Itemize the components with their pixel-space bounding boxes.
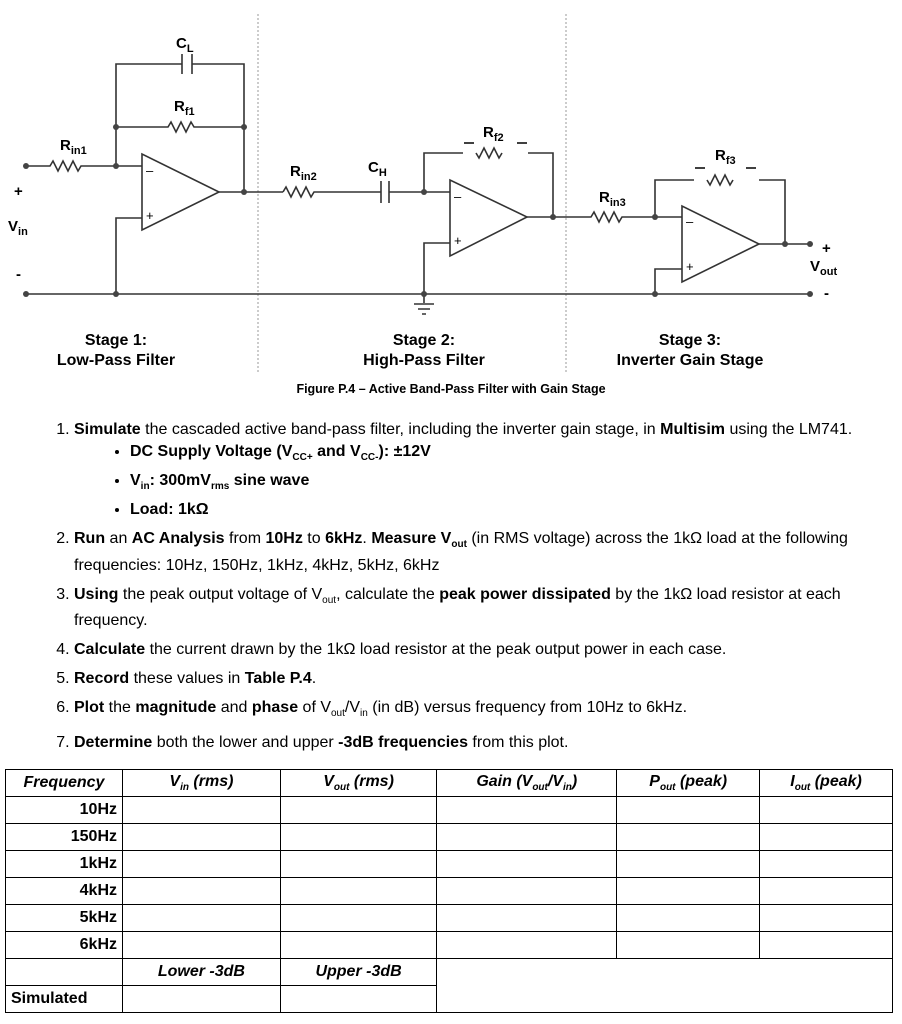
instruction-6: 6. Plot the magnitude and phase of $V_{out}/V_{in}$ (in dB) versus frequency from 10Hz to 6kHz. [74,698,902,724]
vin-cell[interactable] [123,824,281,851]
band-pass-filter-schematic [0,0,902,380]
vout-plus: + [822,240,831,257]
label-rin3: $R_{in3}$ [599,189,626,209]
vin-setting: • $V_{in}$: $300mV_{rms}$ sine wave [130,471,902,497]
wire [655,244,810,294]
vout-cell[interactable] [280,905,436,932]
ground-icon [414,243,450,314]
gain-cell[interactable] [437,878,617,905]
header-pout: $P_{out}$ (peak) [617,770,760,797]
frequency-cell: 4kHz [6,878,123,905]
vin-cell[interactable] [123,797,281,824]
vin-cell[interactable] [123,905,281,932]
rf3-resistor [655,175,785,244]
dash-marks [464,143,756,168]
rf1-resistor [116,122,244,132]
pout-cell[interactable] [617,797,760,824]
rin1-resistor [26,161,142,171]
instruction-1: 1. Simulate the cascaded active band-pass filter, including the inverter gain stage, in Multisim using the LM741. • DC Supply Voltage ($V_{CC+}$ and $V_{CC-}$): ±12V • $V_{in}$: $300mV_{rms}$ sine wave • Load: 1kΩ [74,420,902,520]
table-row [6,932,893,959]
label-rf2: $R_{f2}$ [483,124,504,144]
stage-2-name: High-Pass Filter [363,352,485,369]
stage-3-title: Stage 3: [658,332,722,349]
vin-cell[interactable] [123,851,281,878]
lower-3db-cell[interactable] [123,986,281,1013]
table-row [6,905,893,932]
header-iout: $I_{out}$ (peak) [760,770,893,797]
frequency-cell: 10Hz [6,797,123,824]
frequency-cell: 5kHz [6,905,123,932]
table-row-3db-labels [6,959,893,986]
stage-2-title: Stage 2: [392,332,456,349]
table-row [6,824,893,851]
table-header [6,770,893,797]
header-gain: Gain $(V_{out}/V_{in})$ [437,770,617,797]
opamp-pins [146,163,694,274]
lower-3db-label: Lower -3dB [123,959,281,986]
stage-1-name: Low-Pass Filter [56,352,176,369]
instruction-2: 2. Run an AC Analysis from 10Hz to 6kHz. Measure $V_{out}$ (in RMS voltage) across the 1kΩ load at the following frequencies: 10Hz, 150Hz, 1kHz, 4kHz, 5kHz, 6kHz [74,529,902,575]
iout-cell[interactable] [760,932,893,959]
label-rin2: $R_{in2}$ [290,163,317,183]
iout-cell[interactable] [760,905,893,932]
instruction-7: 7. Determine both the lower and upper -3dB frequencies from this plot. [74,733,902,753]
frequency-cell: 150Hz [6,824,123,851]
instruction-5: 5. Record these values in Table P.4. [74,669,902,689]
label-rin1: $R_{in1}$ [60,137,87,157]
label-rf3: $R_{f3}$ [715,147,736,167]
vout-cell[interactable] [280,824,436,851]
header-vin: $V_{in}$ (rms) [123,770,281,797]
vout-cell[interactable] [280,797,436,824]
simulated-label: Simulated [6,986,123,1013]
vin-cell[interactable] [123,878,281,905]
header-vout: $V_{out}$ (rms) [280,770,436,797]
gain-cell[interactable] [437,824,617,851]
empty-cell [6,959,123,986]
iout-cell[interactable] [760,851,893,878]
table-row [6,797,893,824]
iout-cell[interactable] [760,797,893,824]
simulation-settings [74,442,902,520]
vout-cell[interactable] [280,932,436,959]
load-setting: • Load: 1kΩ [130,500,902,520]
svg-text:–: – [686,214,694,229]
gain-cell[interactable] [437,932,617,959]
vin-minus: - [16,266,21,283]
upper-3db-label: Upper -3dB [280,959,436,986]
upper-3db-cell[interactable] [280,986,436,1013]
vout-cell[interactable] [280,878,436,905]
stage-3-name: Inverter Gain Stage [616,352,764,369]
gain-cell[interactable] [437,851,617,878]
svg-text:+: + [454,233,462,248]
pout-cell[interactable] [617,824,760,851]
frequency-cell: 6kHz [6,932,123,959]
label-rf1: $R_{f1}$ [174,98,195,118]
instruction-list [38,420,902,762]
vout-minus: - [824,285,829,302]
label-cl: $C_L$ [176,35,194,55]
svg-text:+: + [686,259,694,274]
empty-merged-cell [437,959,893,1013]
vout-cell[interactable] [280,851,436,878]
vin-cell[interactable] [123,932,281,959]
svg-text:+: + [146,208,154,223]
vin-plus: + [14,183,23,200]
pout-cell[interactable] [617,905,760,932]
iout-cell[interactable] [760,878,893,905]
stage-1-title: Stage 1: [84,332,148,349]
header-frequency: Frequency [6,770,123,797]
svg-text:–: – [146,163,154,178]
svg-text:–: – [454,189,462,204]
figure-caption: Figure P.4 – Active Band-Pass Filter with Gain Stage [296,382,606,396]
pout-cell[interactable] [617,851,760,878]
frequency-cell: 1kHz [6,851,123,878]
iout-cell[interactable] [760,824,893,851]
results-table [5,769,893,1013]
table-row [6,878,893,905]
instruction-4: 4. Calculate the current drawn by the 1kΩ load resistor at the peak output power in each case. [74,640,902,660]
pout-cell[interactable] [617,932,760,959]
label-vout: $V_{out}$ [810,258,838,278]
label-ch: $C_H$ [368,159,387,179]
instruction-3: 3. Using the peak output voltage of $V_{out}$, calculate the peak power dissipated by the 1kΩ load resistor at each frequency. [74,585,902,631]
gain-cell[interactable] [437,905,617,932]
table-row [6,851,893,878]
label-vin: $V_{in}$ [8,218,28,238]
gain-cell[interactable] [437,797,617,824]
pout-cell[interactable] [617,878,760,905]
rf2-resistor [424,148,553,217]
dc-supply: • DC Supply Voltage ($V_{CC+}$ and $V_{CC-}$): ±12V [130,442,902,468]
